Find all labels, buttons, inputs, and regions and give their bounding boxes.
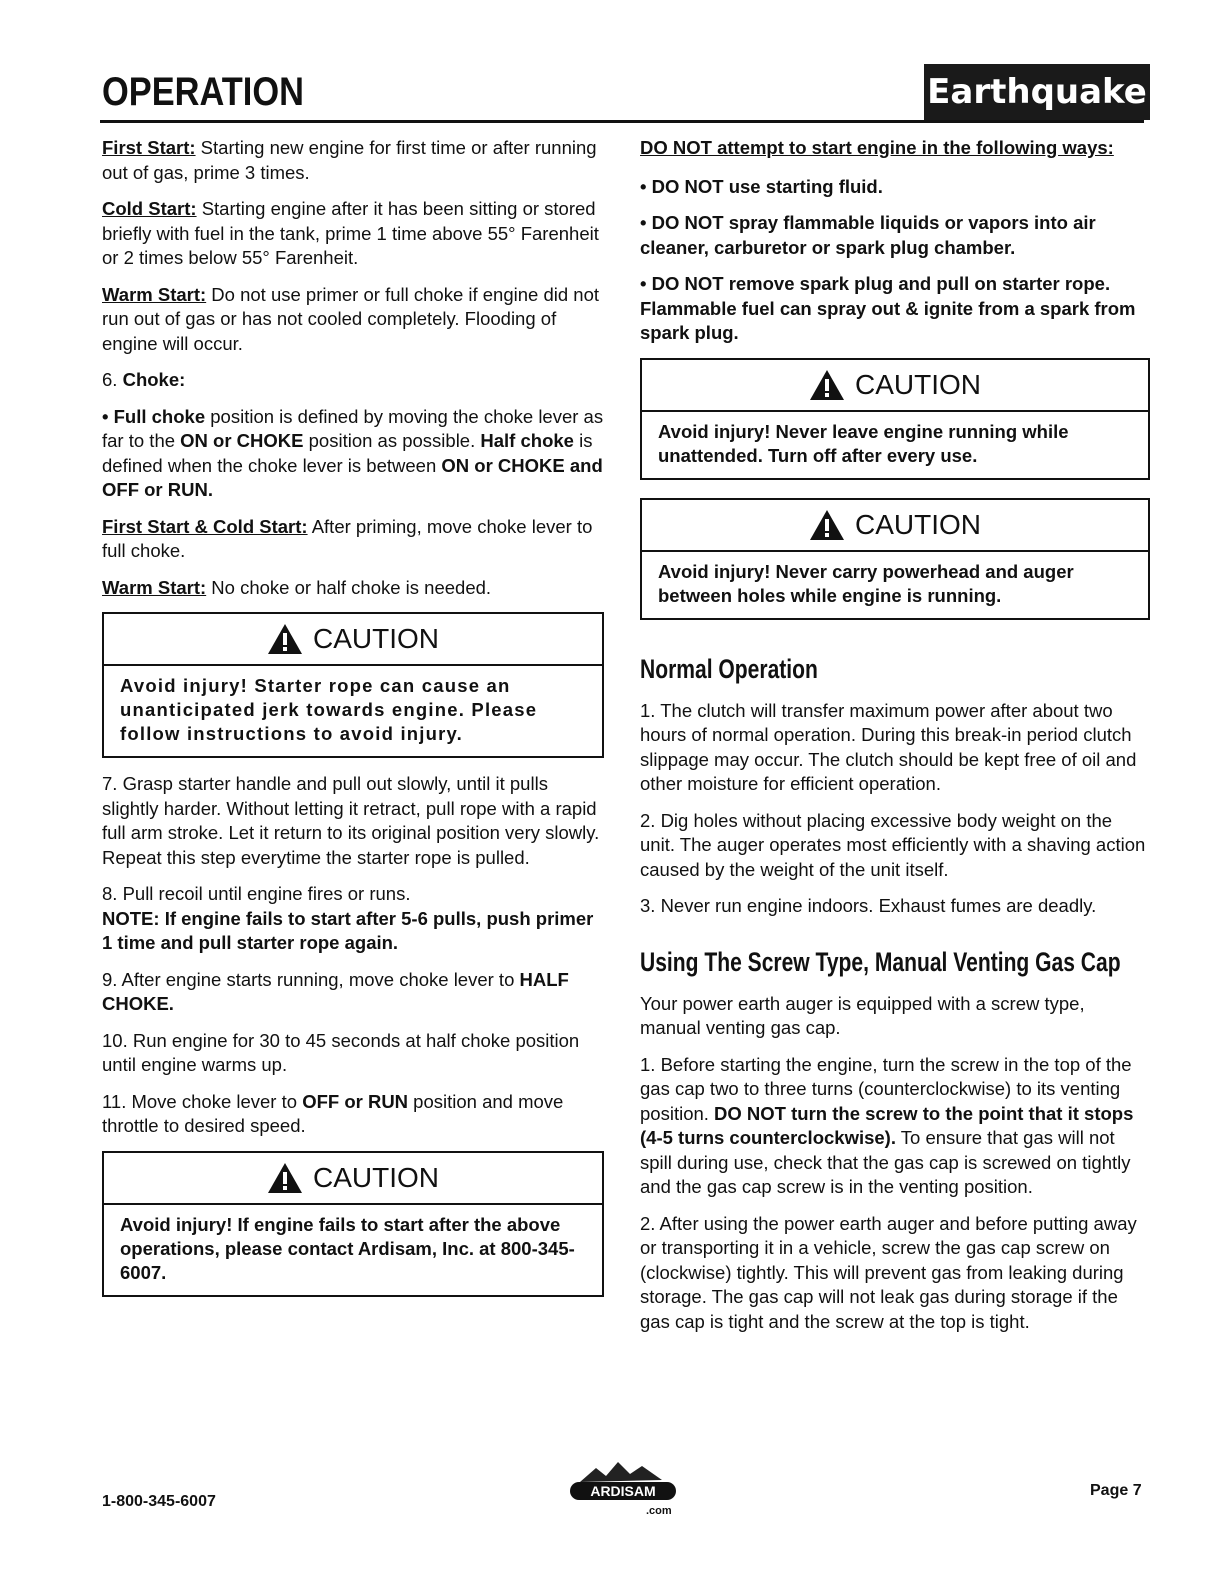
warning-triangle-icon xyxy=(809,509,845,541)
footer-phone: 1-800-345-6007 xyxy=(102,1493,216,1510)
do-not-bullet-3: • DO NOT remove spark plug and pull on starter rope. Flammable fuel can spray out & ignite from a spark from spark plug. xyxy=(640,273,1136,343)
logo-text: ARDISAM xyxy=(590,1483,656,1499)
step-6-title: Choke: xyxy=(122,369,186,390)
warm-start-choke-paragraph xyxy=(102,576,604,601)
choke-text-3: is defined when the choke lever is between xyxy=(102,430,593,476)
normal-item-1: 1. The clutch will transfer maximum power after about two hours of normal operation. During this break-in period clutch slippage may occur. The clutch should be kept free of oil and other moisture for efficient operation. xyxy=(640,699,1137,794)
right-column xyxy=(640,136,1150,1346)
step-11-text-b: position and move throttle to desired speed. xyxy=(102,1090,564,1136)
caution-title: CAUTION xyxy=(313,1161,439,1193)
step-11 xyxy=(102,1090,604,1139)
normal-item-2: 2. Dig holes without placing excessive body weight on the unit. The auger operates most efficiently with a shaving action caused by the weight of the unit itself. xyxy=(640,809,1146,880)
caution-box-carry xyxy=(640,498,1150,620)
on-or-choke-term: ON or CHOKE xyxy=(180,430,304,451)
page-number: Page 7 xyxy=(1090,1482,1142,1499)
caution-header xyxy=(104,1153,602,1205)
gas-cap-step-1-bold: DO NOT turn the screw to the point that it stops (4-5 turns counterclockwise). xyxy=(640,1102,1134,1148)
caution-header xyxy=(642,360,1148,412)
caution-title: CAUTION xyxy=(313,623,439,654)
first-start-text: Starting new engine for first time or after running out of gas, prime 3 times. xyxy=(102,137,597,183)
warm-start-choke-text: No choke or half choke is needed. xyxy=(206,576,492,598)
on-choke-off-run-term: ON or CHOKE and OFF or RUN. xyxy=(102,454,603,500)
first-cold-start-text: After priming, move choke lever to full choke. xyxy=(102,515,593,561)
gas-cap-step-1 xyxy=(640,1053,1150,1200)
brand-logo: Earthquake xyxy=(924,64,1150,120)
do-not-bullet-1: • DO NOT use starting fluid. xyxy=(640,175,883,197)
page-title: OPERATION xyxy=(102,70,304,114)
step-11-text-a: 11. Move choke lever to xyxy=(102,1090,303,1112)
first-cold-start-label: First Start & Cold Start: xyxy=(102,515,308,537)
step-6 xyxy=(102,368,604,393)
first-start-paragraph xyxy=(102,136,604,185)
half-choke-term: Half choke xyxy=(480,430,574,451)
gas-cap-step-1-text-a: 1. Before starting the engine, turn the screw in the top of the gas cap two to three turns (counterclockwise) to its venting position. xyxy=(640,1053,1132,1124)
gas-cap-intro: Your power earth auger is equipped with a screw type, manual venting gas cap. xyxy=(640,992,1085,1038)
warning-triangle-icon xyxy=(267,1162,303,1194)
do-not-heading: DO NOT attempt to start engine in the following ways: xyxy=(640,137,1114,158)
gas-cap-step-2: 2. After using the power earth auger and before putting away or transporting it in a vehicle, screw the gas cap screw on (clockwise) tightly. This will prevent gas from leaking during storage. The gas cap will not leak gas during storage if the gas cap is tight and the screw at the top is tight. xyxy=(640,1212,1137,1332)
warm-start-paragraph xyxy=(102,283,604,357)
full-choke-term: Full choke xyxy=(113,405,206,427)
do-not-bullet-2: • DO NOT spray flammable liquids or vapors into air cleaner, carburetor or spark plug chamber. xyxy=(640,212,1096,258)
step-9 xyxy=(102,968,604,1017)
step-9-text: 9. After engine starts running, move choke lever to xyxy=(102,968,520,990)
cold-start-paragraph xyxy=(102,197,604,271)
step-11-bold: OFF or RUN xyxy=(302,1090,409,1112)
cold-start-label: Cold Start: xyxy=(102,198,197,219)
step-6-number: 6. xyxy=(102,369,123,390)
gas-cap-step-1-text-b: To ensure that gas will not spill during use, check that the gas cap is screwed on tightly and the gas cap screw is in the venting position. xyxy=(640,1127,1131,1197)
first-cold-start-paragraph xyxy=(102,515,604,564)
caution-box-starter-rope xyxy=(102,612,604,758)
cold-start-text: Starting engine after it has been sitting or stored briefly with fuel in the tank, prime 1 time above 55° Farenheit or 2 times below 55° Farenheit. xyxy=(102,198,599,268)
logo-subtext: .com xyxy=(646,1505,672,1517)
normal-operation-heading: Normal Operation xyxy=(640,653,818,684)
caution-text: Avoid injury! Starter rope can cause an unanticipated jerk towards engine. Please follow instructions to avoid injury. xyxy=(120,675,538,744)
warning-triangle-icon xyxy=(267,623,303,655)
step-9-bold: HALF CHOKE. xyxy=(102,968,569,1014)
first-start-label: First Start: xyxy=(102,137,196,158)
choke-text-1: position is defined by moving the choke lever as far to the xyxy=(102,405,604,451)
note-8-text: NOTE: If engine fails to start after 5-6 pulls, push primer 1 time and pull starter rope again. xyxy=(102,907,594,953)
caution-title: CAUTION xyxy=(855,508,981,540)
step-7: 7. Grasp starter handle and pull out slowly, until it pulls slightly harder. Without letting it retract, pull rope with a rapid full arm stroke. Let it return to its original position very slowly. Repeat this step everytime the starter rope is pulled. xyxy=(102,773,600,868)
warm-start-choke-label: Warm Start: xyxy=(102,576,207,598)
caution-text: Avoid injury! Never carry powerhead and auger between holes while engine is running. xyxy=(658,560,1074,606)
caution-text: Avoid injury! If engine fails to start after the above operations, please contact Ardisam, Inc. at 800-345-6007. xyxy=(120,1213,575,1283)
note-8 xyxy=(102,907,604,956)
caution-box-unattended xyxy=(640,358,1150,480)
caution-header xyxy=(642,500,1148,552)
choke-definition xyxy=(102,405,604,503)
left-column xyxy=(102,136,604,1311)
warning-triangle-icon xyxy=(809,369,845,401)
caution-title: CAUTION xyxy=(855,368,981,400)
caution-text: Avoid injury! Never leave engine running while unattended. Turn off after every use. xyxy=(658,420,1069,466)
warm-start-label: Warm Start: xyxy=(102,283,207,305)
ardisam-logo xyxy=(566,1456,680,1520)
warm-start-text: Do not use primer or full choke if engine did not run out of gas or has not cooled completely. Flooding of engine will occur. xyxy=(102,283,599,354)
choke-bullet: • xyxy=(102,405,114,427)
header-rule xyxy=(100,120,1144,123)
gas-cap-heading: Using The Screw Type, Manual Venting Gas Cap xyxy=(640,946,1121,977)
step-8: 8. Pull recoil until engine fires or runs. xyxy=(102,883,411,904)
normal-item-3: 3. Never run engine indoors. Exhaust fumes are deadly. xyxy=(640,895,1097,916)
step-10: 10. Run engine for 30 to 45 seconds at half choke position until engine warms up. xyxy=(102,1029,580,1075)
choke-text-2: position as possible. xyxy=(303,430,481,451)
caution-header xyxy=(104,614,602,666)
caution-box-contact xyxy=(102,1151,604,1297)
